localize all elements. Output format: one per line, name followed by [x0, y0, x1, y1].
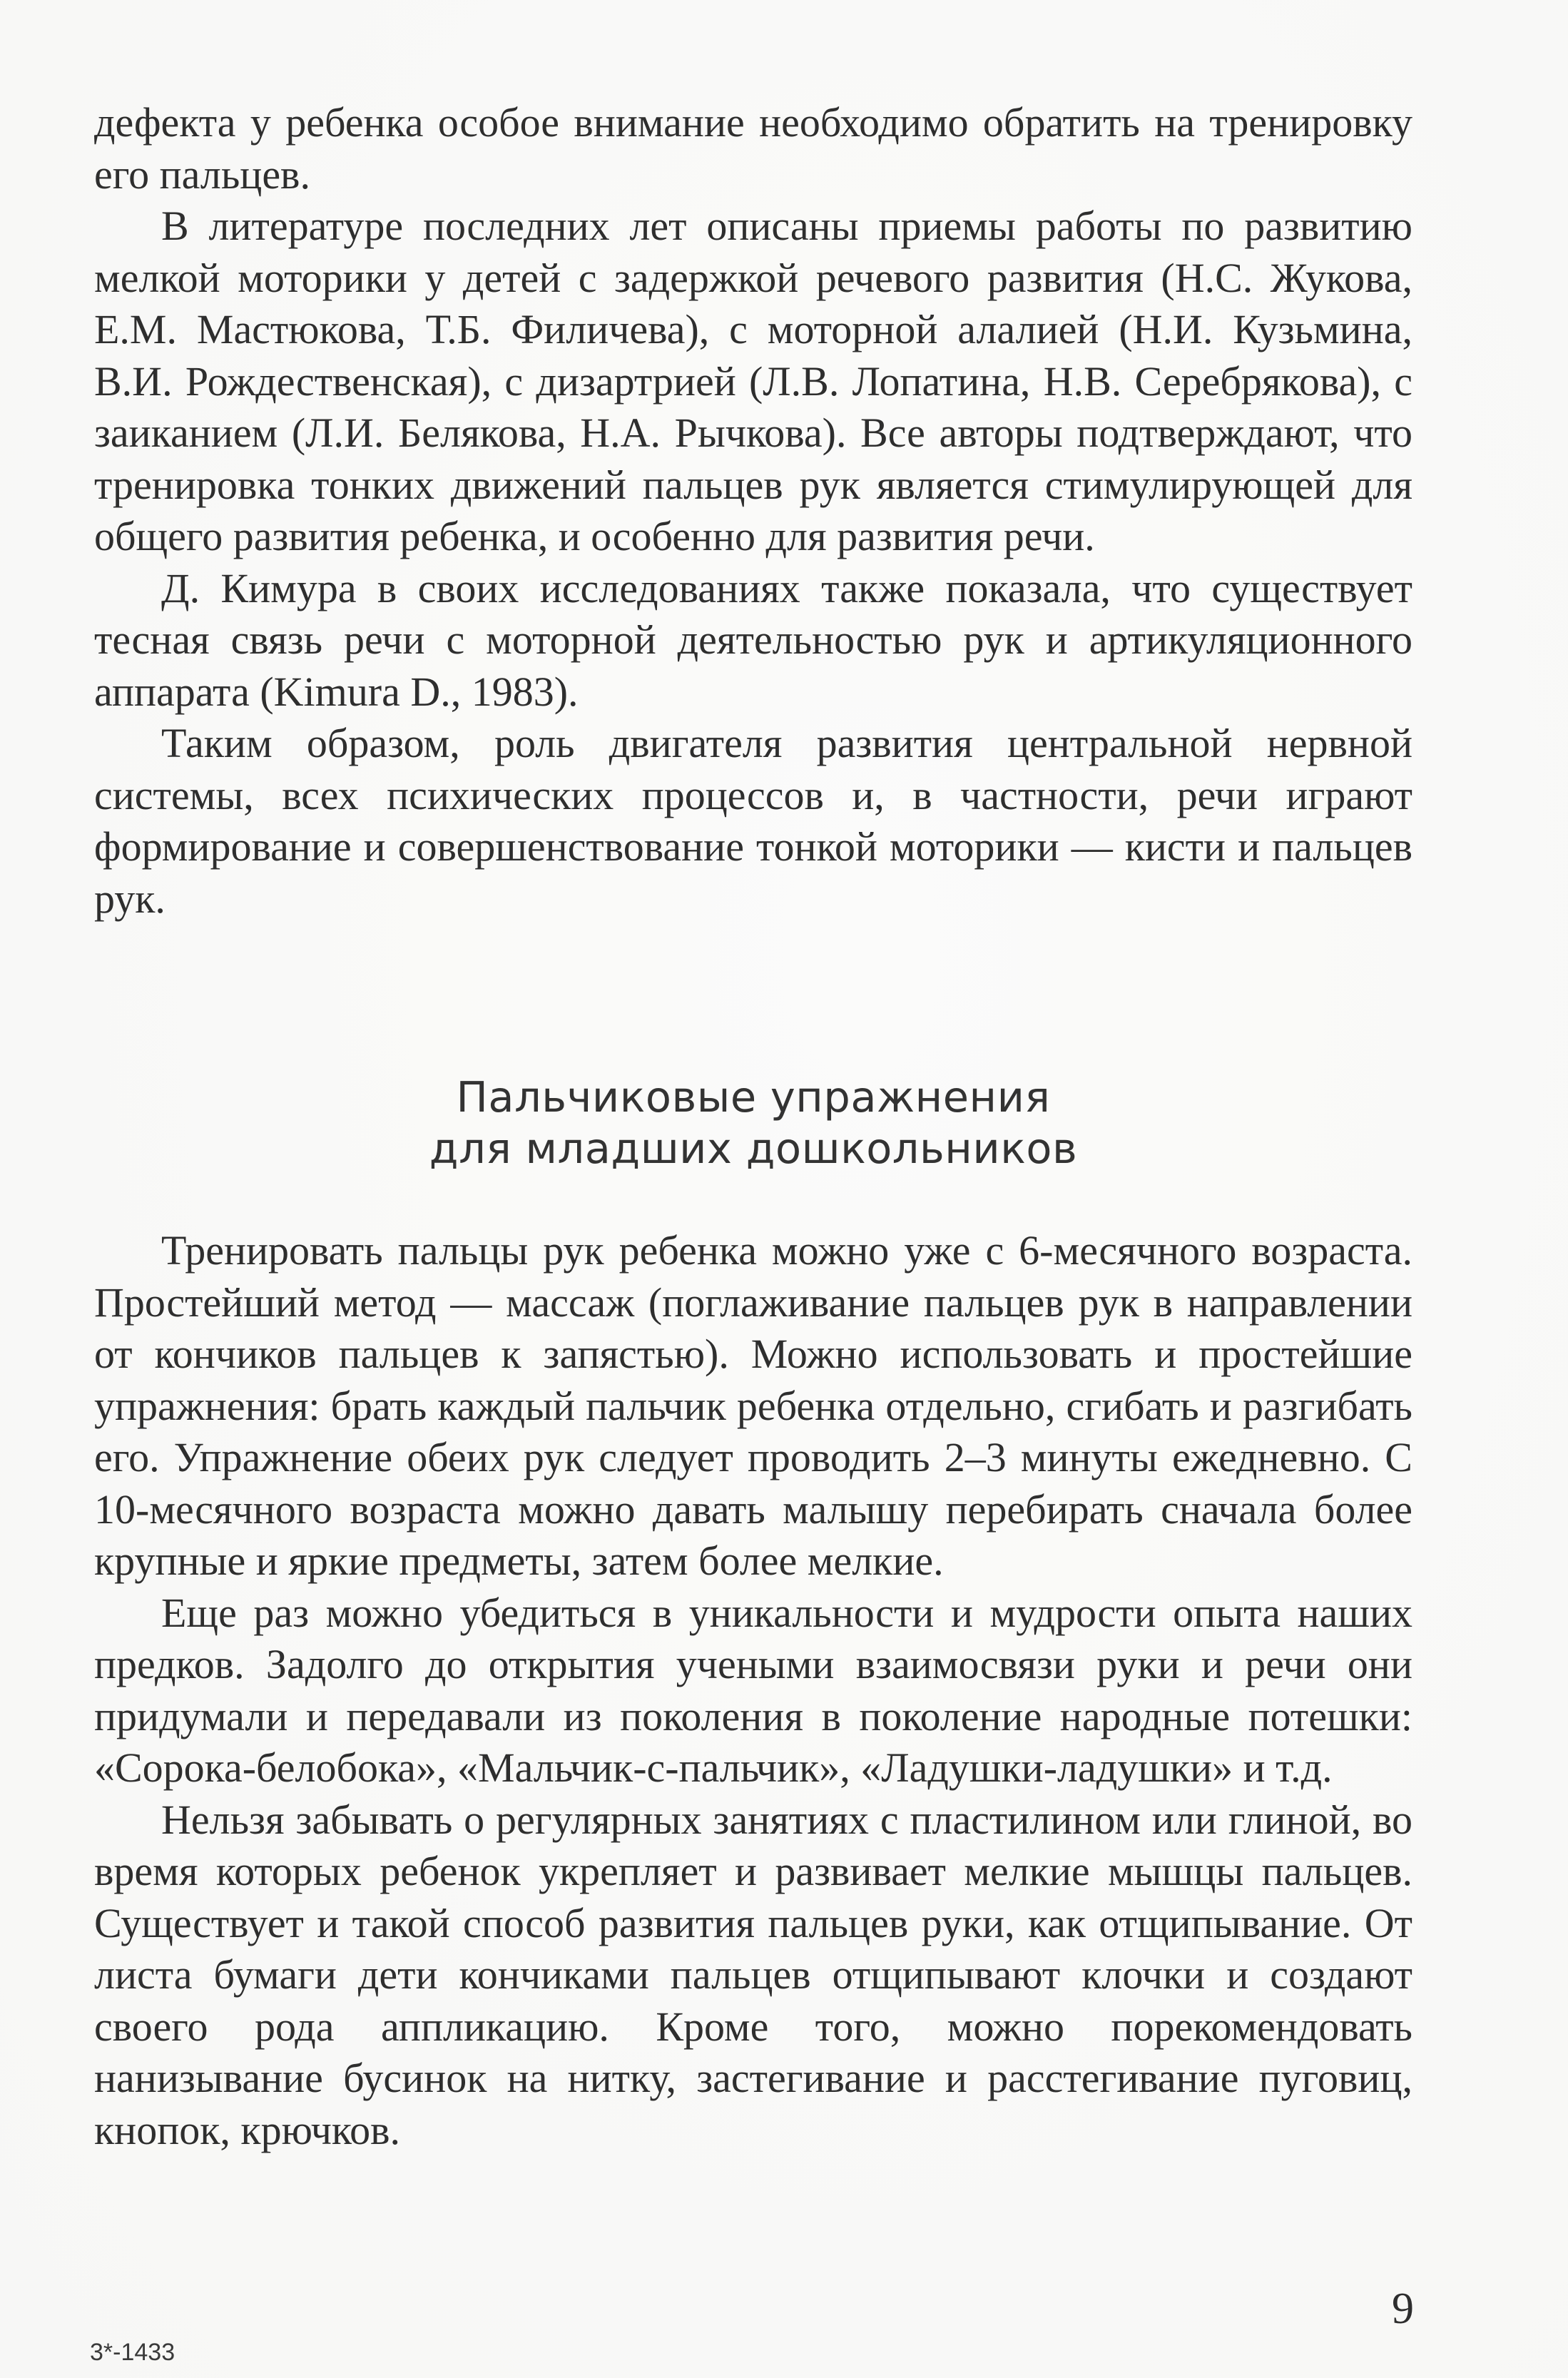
- text-block-bottom: [94, 1225, 1412, 2156]
- paragraph: В литературе последних лет описаны приемы работы по развитию мелкой моторики у детей с задержкой речевого развития (Н.С. Жукова, Е.М. Мастюкова, Т.Б. Филичева), с моторной алалией (Н.И. Кузьмина, В.И. Рождественская), с дизартрией (Л.В. Лопатина, Н.В. Серебрякова), с заиканием (Л.И. Белякова, Н.А. Рычкова). Все авторы подтверждают, что тренировка тонких движений пальцев рук является стимулирующей для общего развития ребенка, и особенно для развития речи.: [94, 203, 1412, 559]
- paragraph: Д. Кимура в своих исследованиях также показала, что существует тесная связь речи с моторной деятельностью рук и артикуляционного аппарата (Kimura D., 1983).: [94, 564, 1412, 715]
- section-heading: [94, 1072, 1412, 1174]
- paragraph: дефекта у ребенка особое внимание необходимо обратить на тренировку его пальцев.: [94, 99, 1412, 198]
- paragraph: Тренировать пальцы рук ребенка можно уже с 6-месячного возраста. Простейший метод — массаж (поглаживание пальцев рук в направлении от кончиков пальцев к запястью). Можно использовать и простейшие упражнения: брать каждый пальчик ребенка отдельно, сгибать и разгибать его. Упражнение обеих рук следует проводить 2–3 минуты ежедневно. С 10-месячного возраста можно давать малышу перебирать сначала более крупные и яркие предметы, затем более мелкие.: [94, 1227, 1412, 1584]
- paragraph: Нельзя забывать о регулярных занятиях с пластилином или глиной, во время которых ребенок укрепляет и развивает мелкие мышцы пальцев. Существует и такой способ развития пальцев руки, как отщипывание. От листа бумаги дети кончиками пальцев отщипывают клочки и создают своего рода аппликацию. Кроме того, можно порекомендовать нанизывание бусинок на нитку, застегивание и расстегивание пуговиц, кнопок, крючков.: [94, 1796, 1412, 2153]
- section-heading-line1: Пальчиковые упражнения: [456, 1072, 1051, 1122]
- paragraph: Еще раз можно убедиться в уникальности и мудрости опыта наших предков. Задолго до открытия учеными взаимосвязи руки и речи они придумали и передавали из поколения в поколение народные потешки: «Сорока-белобока», «Мальчик-с-пальчик», «Ладушки-ладушки» и т.д.: [94, 1589, 1412, 1791]
- printer-signature-mark: 3*-1433: [90, 2339, 175, 2366]
- text-block-top: [94, 97, 1412, 925]
- paragraph: Таким образом, роль двигателя развития центральной нервной системы, всех психических процессов и, в частности, речи играют формирование и совершенствование тонкой моторики — кисти и пальцев рук.: [94, 720, 1412, 922]
- section-heading-line2: для младших дошкольников: [429, 1124, 1078, 1173]
- page-number: 9: [1392, 2285, 1414, 2333]
